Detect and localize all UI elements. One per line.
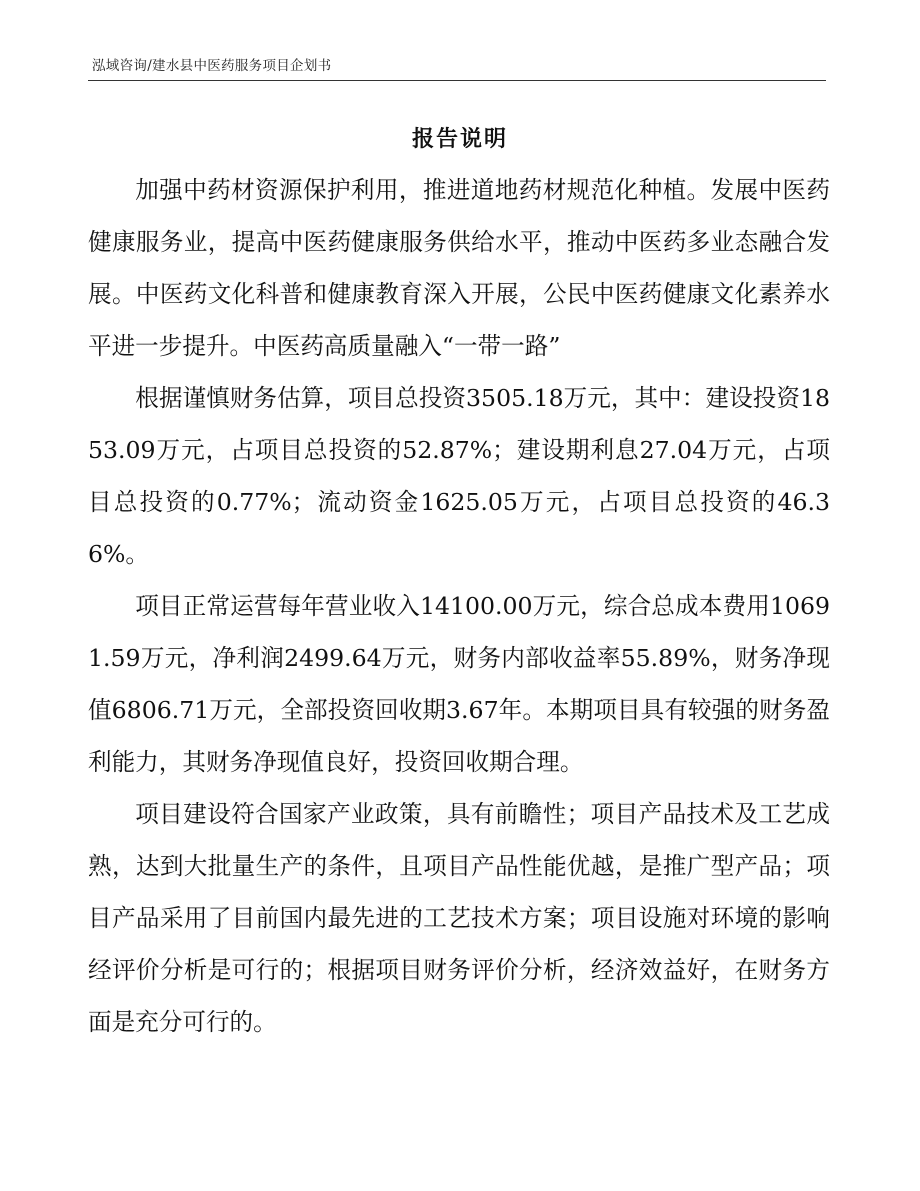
page-title: 报告说明 [411,126,508,152]
paragraph-revenue: 项目正常运营每年营业收入14100.00万元，综合总成本费用10691.59万元，净利润2499.64万元，财务内部收益率55.89%，财务净现值6806.71万元，全部投资回收期3.67年。本期项目具有较强的财务盈利能力，其财务净现值良好，投资回收期合理。 [88,592,830,776]
paragraph-investment: 根据谨慎财务估算，项目总投资3505.18万元，其中：建设投资1853.09万元，占项目总投资的52.87%；建设期利息27.04万元，占项目总投资的0.77%；流动资金1625.05万元，占项目总投资的46.36%。 [88,384,830,568]
report-body [88,164,830,1048]
header-divider [88,80,826,81]
paragraph-feasibility: 项目建设符合国家产业政策，具有前瞻性；项目产品技术及工艺成熟，达到大批量生产的条件，且项目产品性能优越，是推广型产品；项目产品采用了目前国内最先进的工艺技术方案；项目设施对环境的影响经评价分析是可行的；根据项目财务评价分析，经济效益好，在财务方面是充分可行的。 [88,800,830,1036]
paragraph-policy: 加强中药材资源保护利用，推进道地药材规范化种植。发展中医药健康服务业，提高中医药健康服务供给水平，推动中医药多业态融合发展。中医药文化科普和健康教育深入开展，公民中医药健康文化素养水平进一步提升。中医药高质量融入“一带一路” [88,176,830,360]
running-header: 泓域咨询/建水县中医药服务项目企划书 [92,58,332,74]
